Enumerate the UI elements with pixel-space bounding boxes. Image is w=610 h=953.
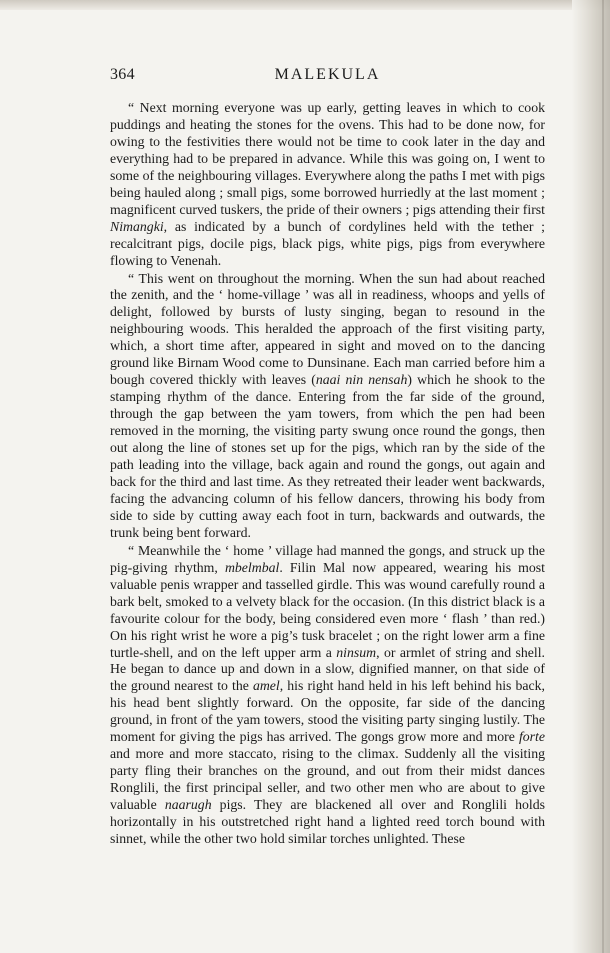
italic-term: naarugh — [164, 797, 212, 813]
running-title: MALEKULA — [274, 66, 381, 83]
page-header — [110, 62, 545, 88]
italic-term: Nimangki — [110, 218, 164, 234]
body-text — [110, 100, 545, 848]
text-run: “ Next morning everyone was up early, getting leaves in which to cook puddings and heating the stones for the ovens. This had to be done now, for owing to the festivities there would not be time to cook later in the day and everything had to be prepared in advance. While this was going on, I went to some of the neighbouring villages. Everywhere along the paths I met with pigs being hauled along ; small pigs, some borrowed hurriedly at the last moment ; magnificent curved tuskers, the pride of their owners ; pigs attending their first — [110, 100, 545, 217]
italic-term: naai nin nensah — [315, 372, 408, 388]
italic-term: forte — [518, 729, 545, 745]
italic-term: mbelmbal — [224, 559, 280, 575]
text-run: , or armlet of string and shell. He began to dance up and down in a slow, dignified manner, on that side of the ground nearest to the — [110, 644, 545, 694]
text-run: pigs. They are blackened all over and Ronglili holds horizontally in his outstretched right hand a lighted reed torch bound with sinnet, while the other two hold similar torches unlighted. These — [110, 797, 545, 846]
page-edge-shadow — [572, 0, 610, 953]
italic-term: ninsum — [336, 644, 377, 660]
text-run: ) which he shook to the stamping rhythm of the dance. Entering from the far side of the ground, through the gap between the yam towers, from which the pen had been removed in the morning, the visiting party swung once round the gongs, then out along the line of stones set up for the pigs, which ran by the side of the path leading into the village, back again and round the gongs, out again and back for the third and last time. As they retreated their leader went backwards, facing the advancing column of his fellow dancers, throwing his body from side to side by cutting away each foot in turn, backwards and outwards, the trunk being bent forward. — [110, 372, 545, 540]
text-run: and more and more staccato, rising to the climax. Suddenly all the visiting party fling their branches on the ground, and out from their midst dances Ronglili, the first principal seller, and two other men who are about to give valuable — [110, 746, 545, 813]
text-run: “ Meanwhile the ‘ home ’ village had manned the gongs, and struck up the pig-giving rhythm, — [110, 542, 545, 575]
book-page — [110, 62, 545, 848]
text-run: “ This went on throughout the morning. When the sun had about reached the zenith, and the ‘ home-village ’ was all in readiness, whoops and yells of delight, followed by bursts of lusty singing, began to resound in the neighbouring woods. This heralded the approach of the first visiting party, which, a short time after, appeared in sight and moved on to the dancing ground like Birnam Wood come to Dunsinane. Each man carried before him a bough covered thickly with leaves ( — [110, 270, 545, 388]
paragraph — [110, 543, 545, 848]
text-run: , his right hand held in his left behind his back, his head bent slightly forward. On the opposite, far side of the dancing ground, in front of the yam towers, stood the visiting party singing lustily. The moment for giving the pigs has arrived. The gongs grow more and more — [110, 678, 545, 745]
paragraph — [110, 271, 545, 542]
paragraph — [110, 100, 545, 270]
page-number: 364 — [110, 66, 135, 83]
text-run: , as indicated by a bunch of cordylines held with the tether ; recalcitrant pigs, docile pigs, black pigs, white pigs, pigs from everywhere flowing to Venenah. — [110, 218, 545, 268]
text-run: . Filin Mal now appeared, wearing his most valuable penis wrapper and tasselled girdle. This was wound carefully round a bark belt, smoked to a velvety black for the occasion. (In this district black is a favourite colour for the body, being considered even more ‘ flash ’ than red.) On his right wrist he wore a pig’s tusk bracelet ; on the right lower arm a fine turtle-shell, and on the left upper arm a — [110, 559, 545, 660]
italic-term: amel — [252, 678, 280, 694]
page-top-shadow — [0, 0, 610, 10]
